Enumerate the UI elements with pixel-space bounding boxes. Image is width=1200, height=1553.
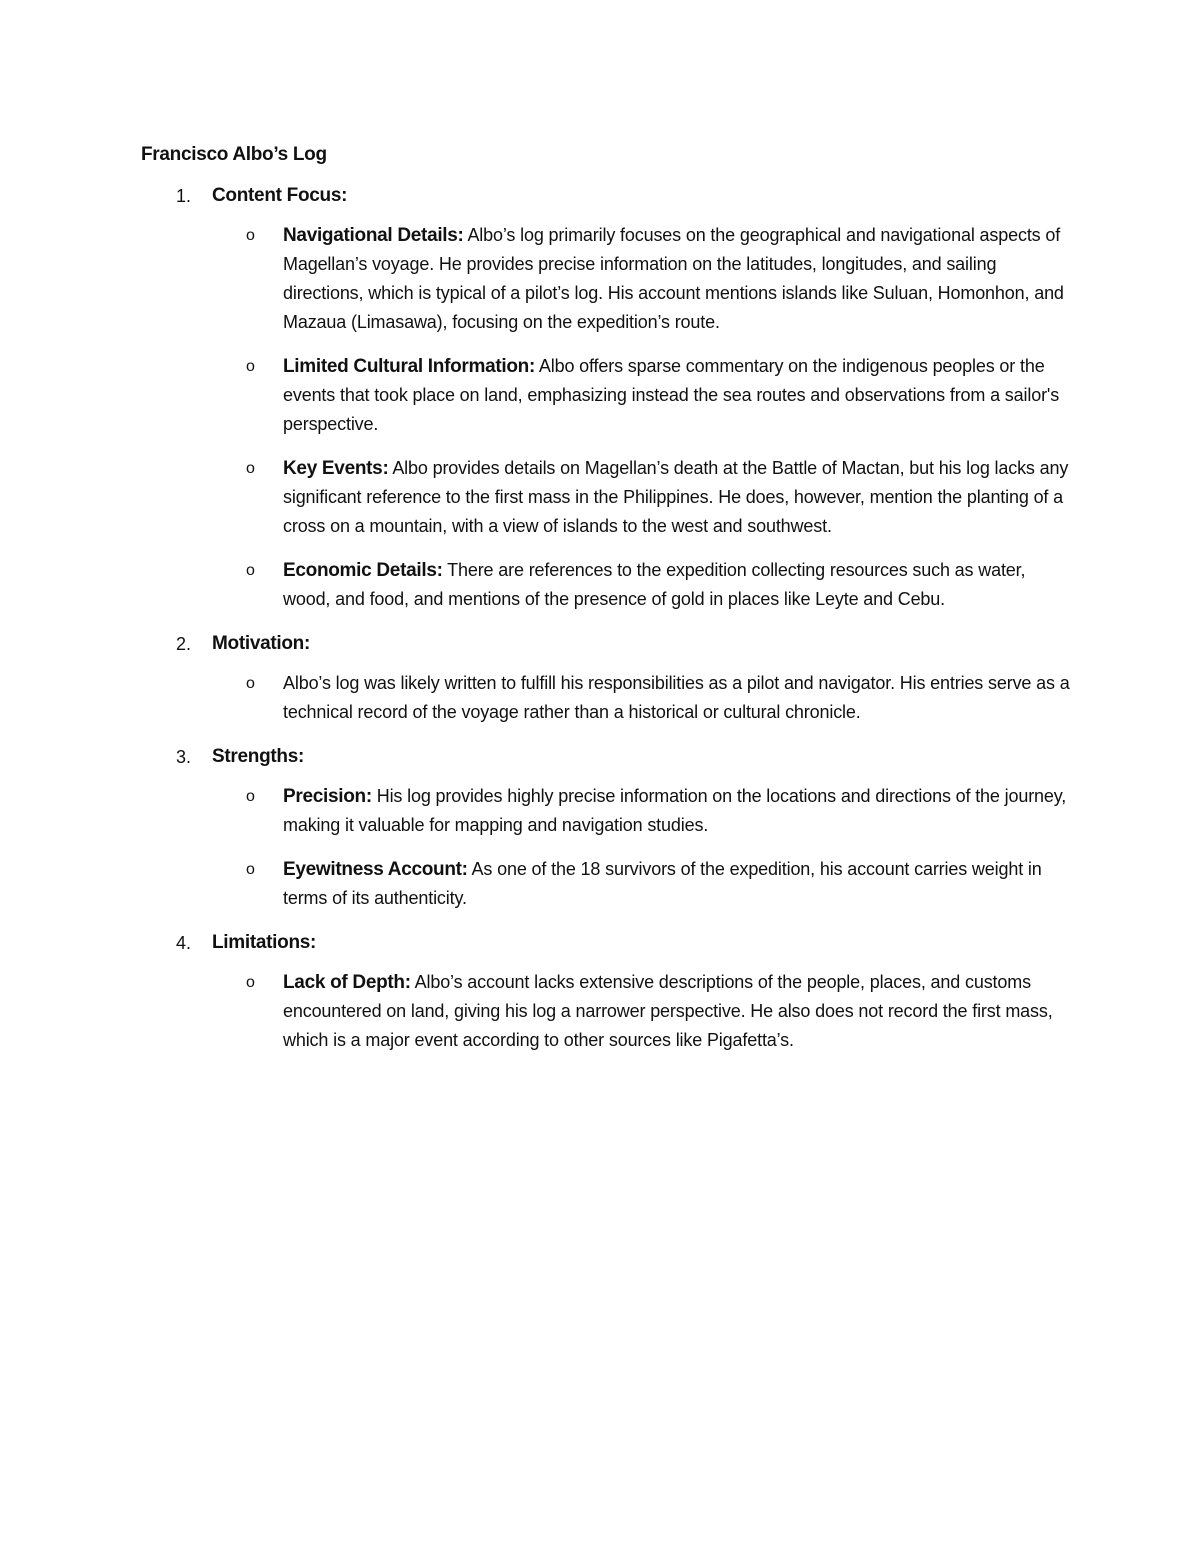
bullet-term: Limited Cultural Information: [283, 356, 536, 377]
bullet-text: There are references to the expedition collecting resources such as water, wood, and food, and mentions of the presence of gold in places like Leyte and Cebu. [283, 560, 1026, 609]
list-item [141, 782, 1071, 840]
section-heading [141, 629, 1071, 659]
section-content-focus [141, 181, 1071, 614]
section-number: 4. [176, 933, 192, 953]
bullet-text: Albo’s log was likely written to fulfill his responsibilities as a pilot and navigator. His entries serve as a technical record of the voyage rather than a historical or cultural chronicle. [283, 673, 1070, 722]
section-number: 3. [176, 747, 192, 767]
bullet-text: Albo offers sparse commentary on the indigenous peoples or the events that took place on land, emphasizing instead the sea routes and observations from a sailor's perspective. [283, 356, 1060, 434]
bullet-icon: o [246, 227, 255, 244]
bullet-text: Albo’s account lacks extensive descriptions of the people, places, and customs encountered on land, giving his log a narrower perspective. He also does not record the first mass, which is a major event according to other sources like Pigafetta’s. [283, 972, 1053, 1050]
list-item [141, 352, 1071, 439]
section-number: 1. [176, 186, 192, 206]
bullet-term: Precision: [283, 786, 372, 807]
bullet-icon: o [246, 861, 255, 878]
section-title: Strengths: [212, 746, 305, 767]
bullet-text: As one of the 18 survivors of the expedition, his account carries weight in terms of its authenticity. [283, 859, 1042, 908]
section-heading [141, 181, 1071, 211]
list-item [141, 454, 1071, 541]
bullet-icon: o [246, 974, 255, 991]
bullet-icon: o [246, 358, 255, 375]
section-number: 2. [176, 634, 192, 654]
bullet-icon: o [246, 460, 255, 477]
list-item [141, 855, 1071, 913]
list-item [141, 968, 1071, 1055]
section-title: Limitations: [212, 932, 317, 953]
section-heading [141, 928, 1071, 958]
bullet-text: Albo’s log primarily focuses on the geographical and navigational aspects of Magellan’s voyage. He provides precise information on the latitudes, longitudes, and sailing directions, which is typical of a pilot’s log. His account mentions islands like Suluan, Homonhon, and Mazaua (Limasawa), focusing on the expedition’s route. [283, 225, 1064, 332]
bullet-text: His log provides highly precise information on the locations and directions of the journey, making it valuable for mapping and navigation studies. [283, 786, 1067, 835]
list-item [141, 221, 1071, 337]
document-page [141, 140, 1071, 1070]
bullet-term: Economic Details: [283, 560, 443, 581]
bullet-term: Key Events: [283, 458, 389, 479]
section-strengths [141, 742, 1071, 913]
section-motivation [141, 629, 1071, 727]
bullet-icon: o [246, 788, 255, 805]
section-heading [141, 742, 1071, 772]
section-title: Motivation: [212, 633, 311, 654]
bullet-term: Lack of Depth: [283, 972, 411, 993]
section-limitations [141, 928, 1071, 1055]
bullet-icon: o [246, 675, 255, 692]
list-item [141, 669, 1071, 727]
document-title: Francisco Albo’s Log [141, 144, 327, 165]
bullet-term: Eyewitness Account: [283, 859, 468, 880]
bullet-text: Albo provides details on Magellan’s death at the Battle of Mactan, but his log lacks any significant reference to the first mass in the Philippines. He does, however, mention the planting of a cross on a mountain, with a view of islands to the west and southwest. [283, 458, 1069, 536]
section-title: Content Focus: [212, 185, 348, 206]
bullet-term: Navigational Details: [283, 225, 464, 246]
list-item [141, 556, 1071, 614]
bullet-icon: o [246, 562, 255, 579]
